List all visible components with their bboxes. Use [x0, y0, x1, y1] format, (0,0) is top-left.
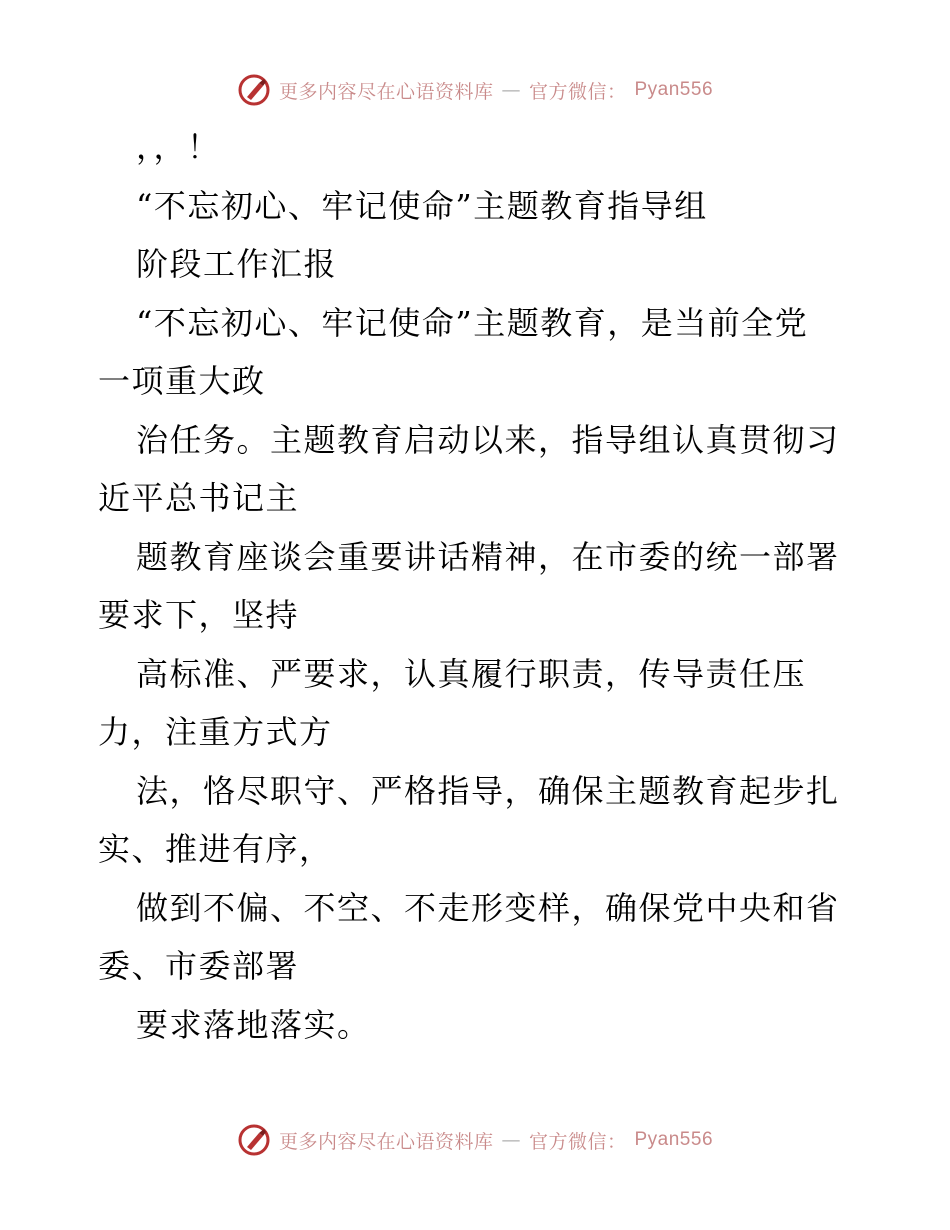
text-line: 一项重大政: [98, 362, 266, 400]
watermark-text: 更多内容尽在心语资料库: [278, 80, 494, 103]
watermark-text: 更多内容尽在心语资料库: [278, 1130, 494, 1153]
text-line: 要求落地落实。: [136, 1005, 371, 1044]
text-line: “不忘初心、牢记使命”主题教育，是当前全党: [136, 303, 809, 342]
pen-logo-icon: [237, 1123, 271, 1157]
pen-logo-icon: [237, 73, 271, 107]
text-line: 法，恪尽职守、严格指导，确保主题教育起步扎: [136, 771, 840, 810]
document-body: [98, 118, 858, 1054]
text-line: 做到不偏、不空、不走形变样，确保党中央和省: [136, 888, 840, 927]
footer-watermark: [0, 1120, 950, 1160]
text-line: 要求下，坚持: [98, 596, 300, 634]
header-watermark: [0, 70, 950, 110]
watermark-wechat-label: 官方微信：: [528, 1130, 627, 1153]
text-line: 阶段工作汇报: [136, 245, 338, 283]
watermark-separator: —: [501, 79, 521, 101]
text-line: “不忘初心、牢记使命”主题教育指导组: [136, 186, 708, 225]
text-line: 力，注重方式方: [98, 713, 333, 751]
text-line: 治任务。主题教育启动以来，指导组认真贯彻习: [136, 420, 840, 459]
text-line: ，，！: [136, 128, 221, 166]
text-line: 实、推进有序，: [98, 830, 333, 868]
text-line: 高标准、严要求，认真履行职责，传导责任压: [136, 654, 807, 693]
watermark-wechat-label: 官方微信：: [528, 80, 627, 103]
text-line: 近平总书记主: [98, 479, 300, 517]
text-line: 委、市委部署: [98, 947, 300, 985]
text-line: 题教育座谈会重要讲话精神，在市委的统一部署: [136, 537, 840, 576]
watermark-wechat-id: Pyan556: [634, 79, 714, 100]
watermark-separator: —: [501, 1129, 521, 1151]
watermark-wechat-id: Pyan556: [634, 1129, 714, 1150]
